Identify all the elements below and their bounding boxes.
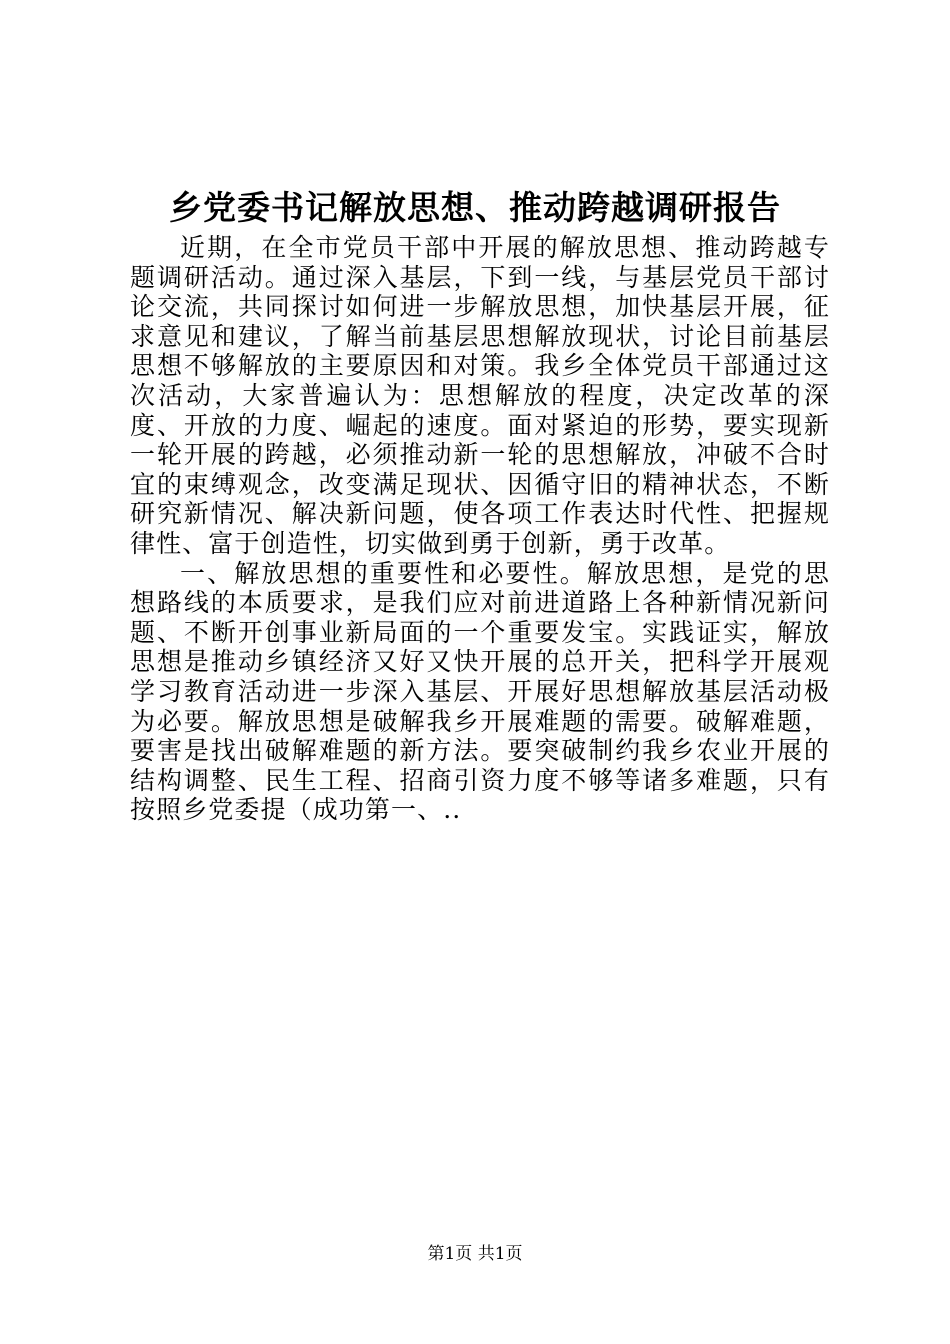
paragraph-section-one: 一、解放思想的重要性和必要性。解放思想，是党的思想路线的本质要求，是我们应对前进道路上各种新情况新问题、不断开创事业新局面的一个重要发宝。实践证实，解放思想是推动乡镇经济又好又快开展的总开关，把科学开展观学习教育活动进一步深入基层、开展好思想解放基层活动极为必要。解放思想是破解我乡开展难题的需要。破解难题，要害是找出破解难题的新方法。要突破制约我乡农业开展的结构调整、民生工程、招商引资力度不够等诸多难题，只有按照乡党委提（成功第一、.. [130,558,830,825]
document-body [130,233,830,825]
paragraph-intro: 近期，在全市党员干部中开展的解放思想、推动跨越专题调研活动。通过深入基层，下到一线，与基层党员干部讨论交流，共同探讨如何进一步解放思想，加快基层开展，征求意见和建议，了解当前基层思想解放现状，讨论目前基层思想不够解放的主要原因和对策。我乡全体党员干部通过这次活动，大家普遍认为：思想解放的程度，决定改革的深度、开放的力度、崛起的速度。面对紧迫的形势，要实现新一轮开展的跨越，必须推动新一轮的思想解放，冲破不合时宜的束缚观念，改变满足现状、因循守旧的精神状态，不断研究新情况、解决新问题，使各项工作表达时代性、把握规律性、富于创造性，切实做到勇于创新，勇于改革。 [130,233,830,558]
document-title: 乡党委书记解放思想、推动跨越调研报告 [169,188,781,227]
page-number-footer: 第1页 共1页 [427,1244,523,1264]
